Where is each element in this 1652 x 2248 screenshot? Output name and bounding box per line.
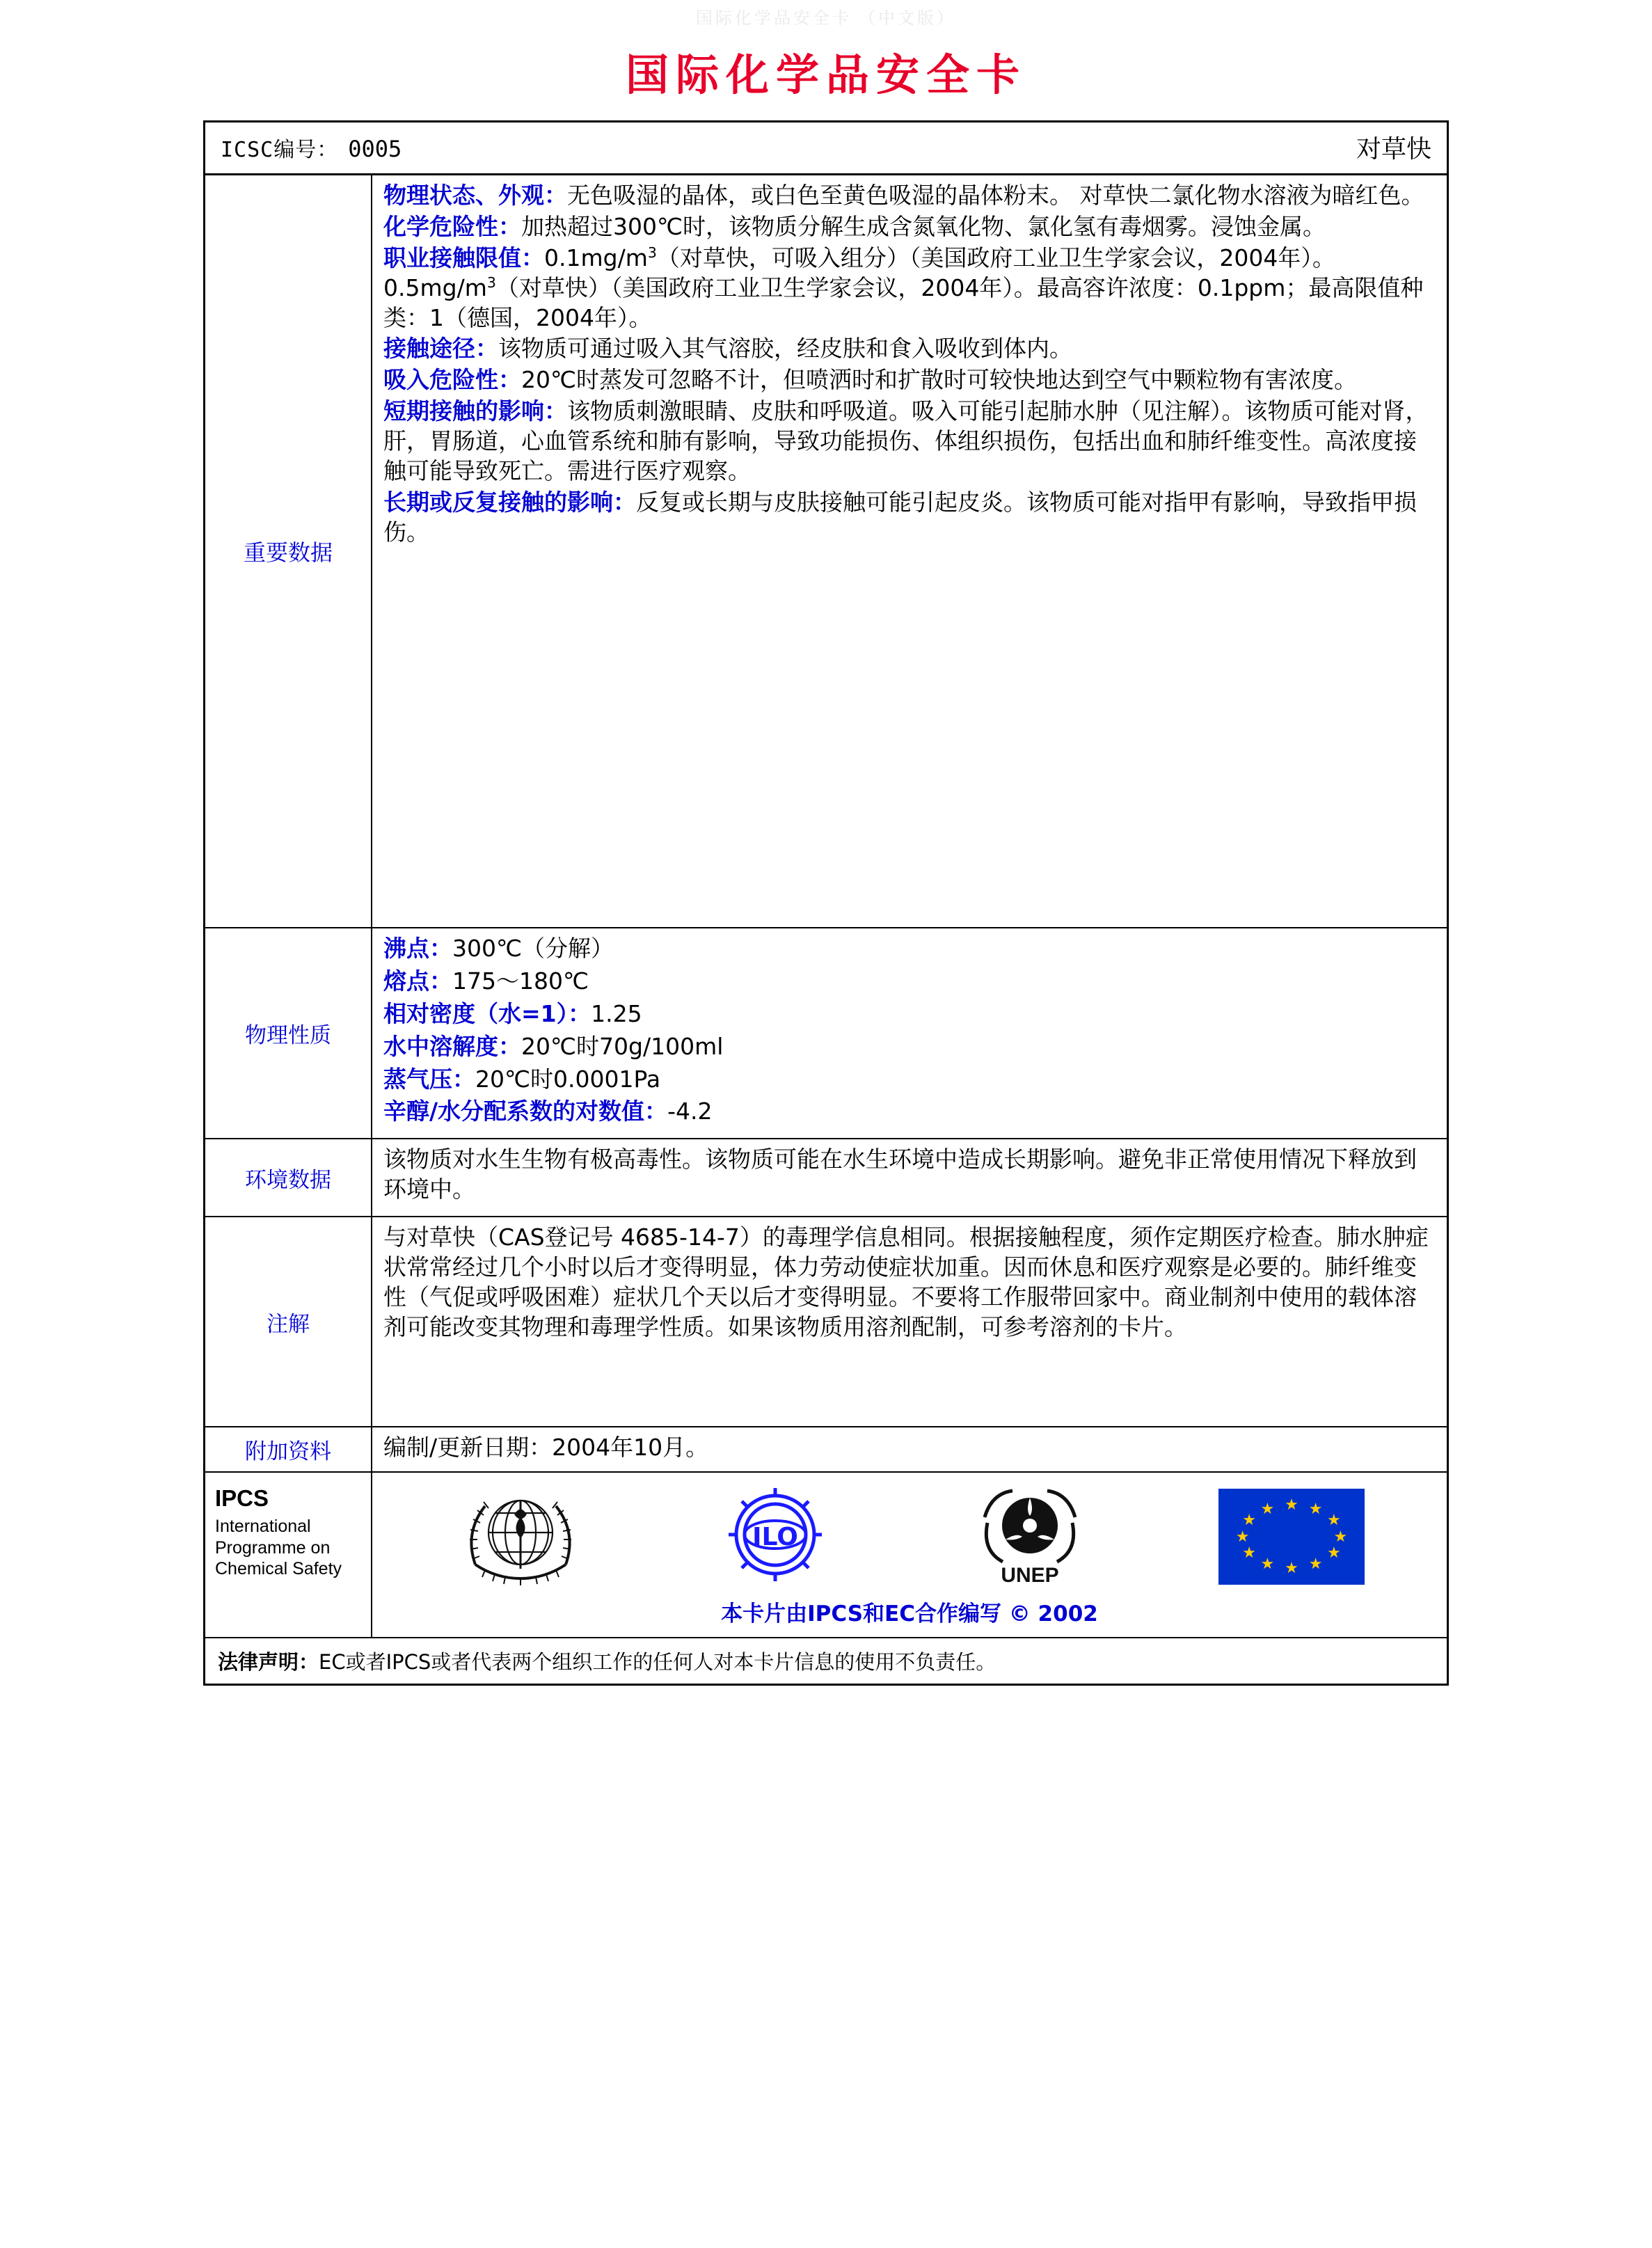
page-title: 国际化学品安全卡 [625, 49, 1026, 100]
section-label-environment: 环境数据 [205, 1139, 372, 1216]
section-content-important [372, 175, 1447, 927]
icsc-card [203, 120, 1449, 1686]
sub-label-physical-state: 物理状态、外观： [383, 182, 567, 209]
section-label-notes: 注解 [205, 1217, 372, 1426]
item-melting-point [383, 967, 1436, 997]
item-logpow [383, 1097, 1436, 1127]
sub-text-routes: 该物质可通过吸入其气溶胶，经皮肤和食入吸收到体内。 [498, 335, 1072, 363]
sub-text-logpow: -4.2 [667, 1098, 713, 1125]
eu-flag: ★ ★ ★ ★ ★ ★ ★ ★ ★ ★ ★ ★ [1218, 1489, 1365, 1585]
section-notes [205, 1217, 1447, 1427]
sub-label-inhalation-risk: 吸入危险性： [383, 366, 521, 394]
sub-text-melting-point: 175～180℃ [452, 967, 589, 995]
faint-header-text: 国际化学品安全卡 （中文版） [696, 10, 956, 28]
ilo-label: ILO [752, 1523, 798, 1552]
ipcs-full-name: International Programme on Chemical Safety [215, 1517, 342, 1579]
sub-label-short-term: 短期接触的影响： [383, 397, 567, 425]
legal-text: EC或者IPCS或者代表两个组织工作的任何人对本卡片信息的使用不负责任。 [319, 1650, 996, 1675]
icsc-number-group [221, 132, 402, 163]
who-logo [454, 1482, 587, 1590]
item-exposure-limits [383, 244, 1436, 333]
item-short-term-effects [383, 397, 1436, 486]
icsc-number: 0005 [348, 135, 402, 162]
ipcs-acronym: IPCS [215, 1485, 269, 1512]
sub-text-exposure-limits: $0.1mg/m^3$（对草快，可吸入组分）（美国政府工业卫生学家会议，2004年）。$0.5mg/m^3$（对草快）（美国政府工业卫生学家会议，2004年）。最高容许浓度：0.1ppm；最高限值种类：1（德国，2004年）。 [383, 244, 1424, 331]
credit-line: 本卡片由IPCS和EC合作编写 © 2002 [721, 1601, 1098, 1627]
sub-text-relative-density: 1.25 [591, 999, 642, 1027]
section-label-physical: 物理性质 [205, 928, 372, 1138]
sub-text-water-solubility: 20℃时70g/100ml [521, 1032, 724, 1060]
sub-text-boiling-point: 300℃（分解） [452, 935, 614, 962]
sub-label-vapour-pressure: 蒸气压： [383, 1065, 475, 1093]
card-header [205, 122, 1447, 175]
section-important-data [205, 175, 1447, 928]
icsc-label: ICSC编号： [221, 137, 339, 162]
section-content-extra: 编制/更新日期：2004年10月。 [383, 1434, 709, 1462]
sub-text-long-term: 反复或长期与皮肤接触可能引起皮炎。该物质可能对指甲有影响，导致指甲损伤。 [383, 488, 1417, 546]
section-content-notes: 与对草快（CAS登记号 4685-14-7）的毒理学信息相同。根据接触程度，须作定期医疗检查。肺水肿症状常常经过几个小时以后才变得明显，体力劳动使症状加重。因而休息和医疗观察是必要的。肺纤维变性（气促或呼吸困难）症状几个天以后才变得明显。不要将工作服带回家中。商业制剂中使用的载体溶剂可能改变其物理和毒理学性质。如果该物质用溶剂配制，可参考溶剂的卡片。 [383, 1224, 1429, 1341]
sub-label-water-solubility: 水中溶解度： [383, 1032, 521, 1060]
item-long-term-effects [383, 488, 1436, 548]
logos-area [372, 1473, 1447, 1637]
footer-logo-row [205, 1473, 1447, 1638]
section-environmental-data [205, 1139, 1447, 1217]
sub-text-short-term: 该物质刺激眼睛、皮肤和呼吸道。吸入可能引起肺水肿（见注解）。该物质可能对肾，肝，胃肠道，心血管系统和肺有影响，导致功能损伤、体组织损伤，包括出血和肺纤维变性。高浓度接触可能导致死亡。需进行医疗观察。 [383, 397, 1429, 485]
section-content-physical [372, 928, 1447, 1138]
item-water-solubility [383, 1032, 1436, 1062]
substance-name: 对草快 [1356, 135, 1431, 164]
section-content-environment: 该物质对水生生物有极高毒性。该物质可能在水生环境中造成长期影响。避免非正常使用情况下释放到环境中。 [383, 1146, 1417, 1203]
sub-label-chemical-danger: 化学危险性： [383, 212, 521, 240]
sub-label-relative-density: 相对密度（水=1）： [383, 999, 591, 1027]
item-physical-state [383, 181, 1436, 211]
item-inhalation-risk [383, 365, 1436, 395]
ilo-logo [709, 1482, 841, 1590]
sub-text-inhalation-risk: 20℃时蒸发可忽略不计，但喷洒时和扩散时可较快地达到空气中颗粒物有害浓度。 [521, 366, 1358, 394]
sub-label-logpow: 辛醇/水分配系数的对数值： [383, 1098, 668, 1125]
unep-label: UNEP [1001, 1564, 1059, 1588]
section-label-extra: 附加资料 [205, 1427, 372, 1471]
item-vapour-pressure [383, 1065, 1436, 1095]
ipcs-block [205, 1473, 372, 1637]
sub-label-routes: 接触途径： [383, 335, 498, 363]
logos [372, 1473, 1447, 1593]
item-chemical-danger [383, 212, 1436, 242]
sub-text-chemical-danger: 加热超过300℃时，该物质分解生成含氮氧化物、氯化氢有毒烟雾。浸蚀金属。 [521, 212, 1326, 240]
section-label-important: 重要数据 [205, 175, 372, 927]
section-additional-info [205, 1427, 1447, 1473]
item-boiling-point [383, 934, 1436, 964]
unep-logo [964, 1482, 1096, 1590]
sub-label-melting-point: 熔点： [383, 967, 452, 995]
sub-text-physical-state: 无色吸湿的晶体，或白色至黄色吸湿的晶体粉末。 对草快二氯化物水溶液为暗红色。 [567, 182, 1424, 209]
sub-label-exposure-limits: 职业接触限值： [383, 244, 544, 271]
section-physical-properties [205, 928, 1447, 1139]
item-relative-density [383, 999, 1436, 1029]
sub-text-vapour-pressure: 20℃时0.0001Pa [475, 1065, 661, 1093]
sub-label-boiling-point: 沸点： [383, 935, 452, 962]
sub-label-long-term: 长期或反复接触的影响： [383, 488, 636, 516]
legal-label: 法律声明： [218, 1650, 319, 1675]
legal-notice [205, 1638, 1447, 1684]
item-routes-of-exposure [383, 334, 1436, 364]
